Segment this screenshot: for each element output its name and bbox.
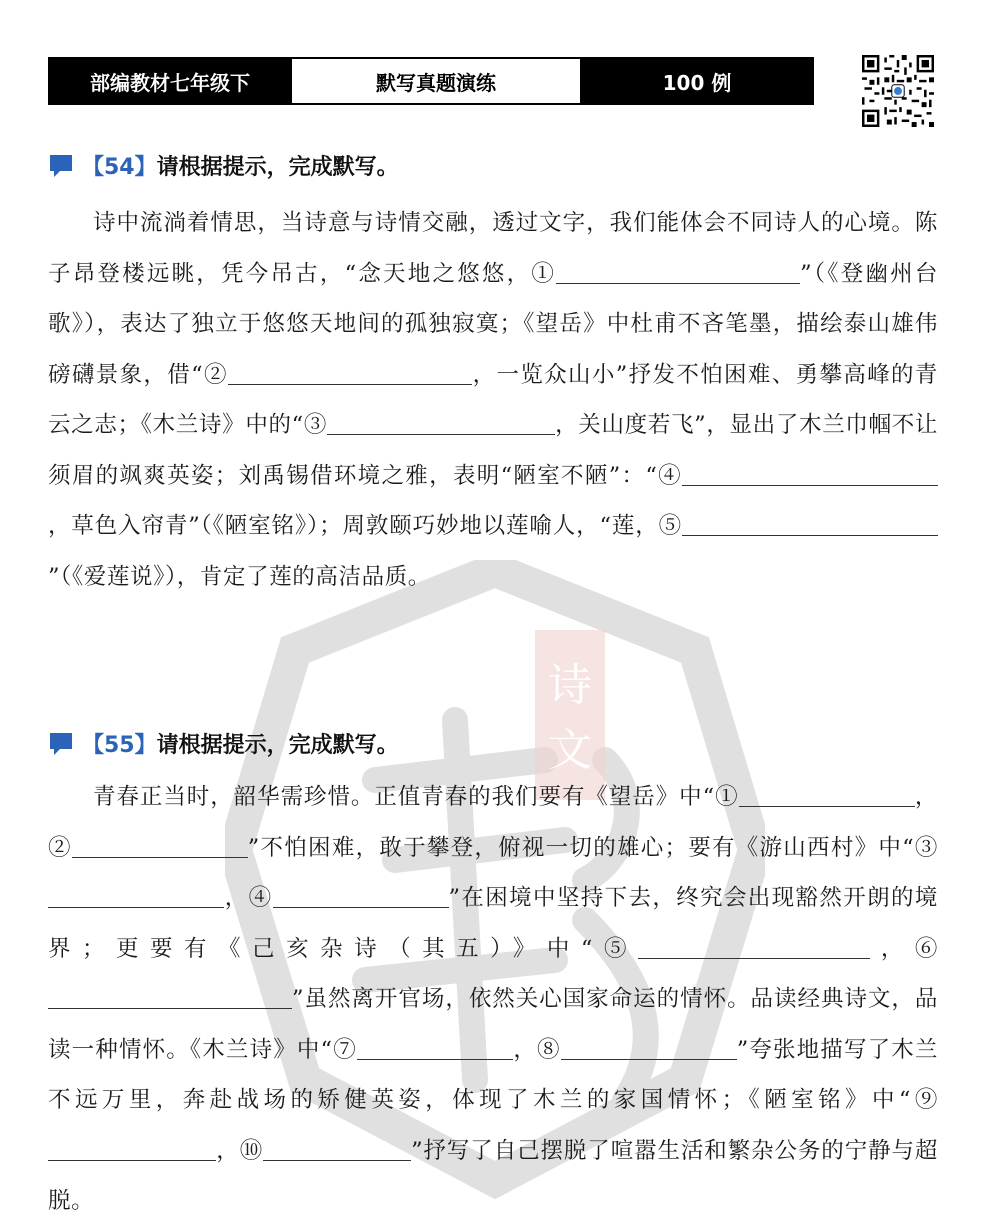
passage-text: ”在困境中坚持下去，终究会出现豁然开朗的境界；更要有《己亥杂诗（其五）》中“ (48, 885, 938, 962)
answer-blank[interactable] (228, 354, 472, 385)
passage-text: ”虽然离开官场，依然关心国家命运的情怀。品读经典诗文，品读一种情怀。《木兰诗》中“ (48, 986, 938, 1063)
passage-text: ”（《爱莲说》），肯定了莲的高洁品质。 (48, 563, 431, 590)
watermark-seal-char1: 诗 (548, 660, 592, 711)
answer-blank[interactable] (739, 776, 915, 807)
watermark-seal-char2: 文 (548, 725, 592, 776)
bookmark-flag-icon (48, 731, 76, 757)
passage-text: ”不怕困难，敢于攀登，俯视一切的雄心；要有《游山西村》中“ (247, 834, 915, 861)
header-bar (48, 57, 814, 105)
passage-text: 诗中流淌着情思，当诗意与诗情交融，透过文字，我们能体会不同诗人的心境。陈子昂登楼远眺，凭今吊古，“念天地之悠悠， (48, 210, 938, 287)
passage-text: ， (869, 935, 915, 962)
answer-blank[interactable] (273, 877, 449, 908)
question-54-paragraph (48, 198, 938, 602)
header-topic: 默写真题演练 (290, 59, 582, 103)
answer-blank[interactable] (561, 1029, 737, 1060)
blank-number: ⑤ (593, 935, 638, 962)
qr-code-icon (862, 55, 934, 127)
blank-number: ⑥ (914, 935, 938, 962)
passage-text: ”（《登幽州台歌》），表达了独立于悠悠天地间的孤独寂寞；《望岳》中杜甫不吝笔墨，描绘泰山雄伟磅礴景象，借“ (48, 260, 938, 388)
passage-text: ，一览众山小”抒发不怕困难、勇攀高峰的青云之志；《木兰诗》中的“ (48, 361, 939, 438)
answer-blank[interactable] (682, 505, 938, 536)
blank-number: ① (714, 784, 739, 810)
answer-blank[interactable] (263, 1130, 411, 1161)
passage-text: ”抒写了自己摆脱了喧嚣生活和繁杂公务的宁静与超脱。 (48, 1137, 938, 1214)
blank-number: ⑦ (332, 1036, 357, 1063)
answer-blank[interactable] (72, 827, 248, 858)
header-count: 100 例 (582, 59, 812, 103)
question-55-paragraph (48, 772, 938, 1227)
answer-blank[interactable] (682, 455, 938, 486)
blank-number: ③ (914, 834, 938, 861)
passage-text: ”夸张地描写了木兰不远万里，奔赴战场的矫健英姿，体现了木兰的家国情怀；《陋室铭》中“ (48, 1036, 938, 1113)
passage-text: ，草色入帘青”（《陋室铭》）；周敦颐巧妙地以莲喻人，“莲， (48, 513, 659, 539)
answer-blank[interactable] (48, 877, 224, 908)
passage-text: ， (914, 784, 938, 810)
answer-blank[interactable] (327, 404, 555, 435)
question-55-heading (48, 728, 399, 759)
passage-text: ，关山度若飞”，显出了木兰巾帼不让须眉的飒爽英姿；刘禹锡借环境之雅，表明“陋室不陋”：“ (48, 412, 938, 489)
blank-number: ① (531, 260, 557, 287)
blank-number: ⑤ (658, 513, 682, 539)
question-instruction: 请根据提示，完成默写。 (156, 155, 399, 180)
answer-blank[interactable] (48, 978, 292, 1009)
passage-text: ， (512, 1036, 538, 1063)
blank-number: ⑩ (239, 1137, 264, 1164)
passage-text: 青春正当时，韶华需珍惜。正值青春的我们要有《望岳》中“ (93, 784, 715, 810)
blank-number: ② (48, 834, 72, 861)
answer-blank[interactable] (556, 253, 800, 284)
blank-number: ⑨ (911, 1087, 938, 1113)
blank-number: ④ (657, 462, 682, 489)
blank-number: ④ (248, 885, 273, 911)
blank-number: ③ (303, 412, 328, 438)
question-number: 【55】 (82, 733, 157, 758)
header-grade: 部编教材七年级下 (50, 59, 290, 103)
blank-number: ⑧ (537, 1036, 561, 1063)
question-instruction: 请根据提示，完成默写。 (156, 733, 399, 758)
bookmark-flag-icon (48, 153, 76, 179)
answer-blank[interactable] (48, 1130, 216, 1161)
answer-blank[interactable] (357, 1029, 513, 1060)
passage-text: ， (224, 885, 249, 911)
question-number: 【54】 (82, 155, 157, 180)
question-54-heading (48, 150, 399, 181)
passage-text: ， (216, 1137, 240, 1164)
answer-blank[interactable] (638, 928, 870, 959)
blank-number: ② (203, 361, 228, 388)
